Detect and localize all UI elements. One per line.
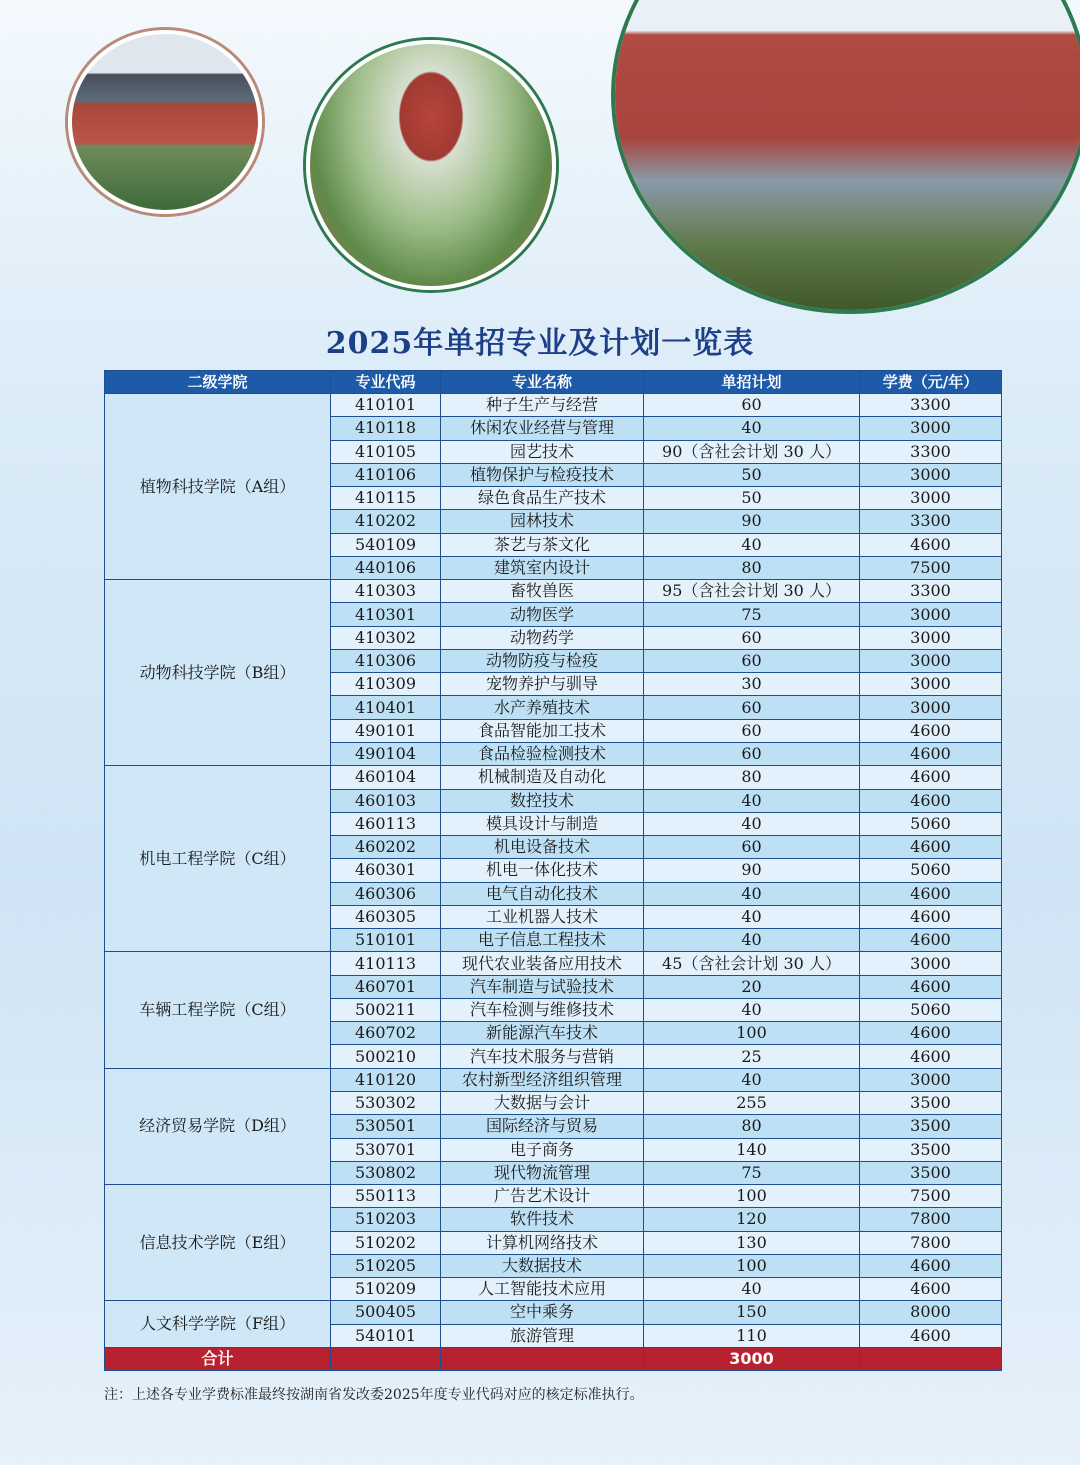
enrollment-plan: 40 bbox=[644, 789, 860, 812]
tuition: 3300 bbox=[860, 440, 1002, 463]
total-empty bbox=[331, 1347, 441, 1370]
major-name: 空中乘务 bbox=[441, 1301, 644, 1324]
enrollment-plan: 60 bbox=[644, 626, 860, 649]
enrollment-plan: 40 bbox=[644, 905, 860, 928]
major-name: 大数据技术 bbox=[441, 1254, 644, 1277]
enrollment-plan: 45（含社会计划 30 人） bbox=[644, 952, 860, 975]
enrollment-plan: 140 bbox=[644, 1138, 860, 1161]
major-name: 模具设计与制造 bbox=[441, 812, 644, 835]
major-code: 410306 bbox=[331, 649, 441, 672]
major-name: 畜牧兽医 bbox=[441, 580, 644, 603]
enrollment-plan: 60 bbox=[644, 836, 860, 859]
tuition: 8000 bbox=[860, 1301, 1002, 1324]
enrollment-plan: 90 bbox=[644, 510, 860, 533]
enrollment-plan: 80 bbox=[644, 556, 860, 579]
major-code: 490104 bbox=[331, 742, 441, 765]
tuition: 3000 bbox=[860, 463, 1002, 486]
tuition: 4600 bbox=[860, 905, 1002, 928]
major-name: 旅游管理 bbox=[441, 1324, 644, 1347]
tuition: 3300 bbox=[860, 510, 1002, 533]
major-code: 540101 bbox=[331, 1324, 441, 1347]
tuition: 4600 bbox=[860, 1254, 1002, 1277]
major-name: 国际经济与贸易 bbox=[441, 1115, 644, 1138]
major-name: 工业机器人技术 bbox=[441, 905, 644, 928]
major-name: 动物医学 bbox=[441, 603, 644, 626]
major-name: 食品智能加工技术 bbox=[441, 719, 644, 742]
total-empty bbox=[860, 1347, 1002, 1370]
major-code: 460701 bbox=[331, 975, 441, 998]
major-name: 食品检验检测技术 bbox=[441, 742, 644, 765]
major-code: 410303 bbox=[331, 580, 441, 603]
major-name: 现代物流管理 bbox=[441, 1161, 644, 1184]
page-title: 2025年单招专业及计划一览表 bbox=[325, 326, 755, 361]
enrollment-plan: 80 bbox=[644, 1115, 860, 1138]
enrollment-plan: 40 bbox=[644, 533, 860, 556]
pavilion-photo bbox=[306, 40, 556, 290]
major-code: 410301 bbox=[331, 603, 441, 626]
enrollment-plan: 60 bbox=[644, 649, 860, 672]
major-code: 510203 bbox=[331, 1208, 441, 1231]
major-name: 广告艺术设计 bbox=[441, 1185, 644, 1208]
table-row bbox=[105, 952, 1002, 975]
major-code: 500211 bbox=[331, 998, 441, 1021]
major-code: 460202 bbox=[331, 836, 441, 859]
enrollment-plan: 40 bbox=[644, 882, 860, 905]
college-name: 植物科技学院（A组） bbox=[105, 394, 331, 580]
major-name: 农村新型经济组织管理 bbox=[441, 1068, 644, 1091]
enrollment-plan: 255 bbox=[644, 1091, 860, 1114]
major-code: 410202 bbox=[331, 510, 441, 533]
tuition: 3000 bbox=[860, 649, 1002, 672]
tuition: 3000 bbox=[860, 673, 1002, 696]
enrollment-plan: 60 bbox=[644, 394, 860, 417]
enrollment-plan: 30 bbox=[644, 673, 860, 696]
tuition: 3000 bbox=[860, 417, 1002, 440]
tuition: 5060 bbox=[860, 998, 1002, 1021]
major-name: 汽车技术服务与营销 bbox=[441, 1045, 644, 1068]
tuition: 3500 bbox=[860, 1091, 1002, 1114]
table-row bbox=[105, 1301, 1002, 1324]
tuition: 4600 bbox=[860, 975, 1002, 998]
enrollment-plan: 40 bbox=[644, 929, 860, 952]
major-code: 540109 bbox=[331, 533, 441, 556]
tuition: 3500 bbox=[860, 1115, 1002, 1138]
tuition: 4600 bbox=[860, 1278, 1002, 1301]
tuition: 7500 bbox=[860, 556, 1002, 579]
major-code: 410120 bbox=[331, 1068, 441, 1091]
major-code: 510205 bbox=[331, 1254, 441, 1277]
major-code: 410309 bbox=[331, 673, 441, 696]
enrollment-plan: 50 bbox=[644, 487, 860, 510]
major-code: 410106 bbox=[331, 463, 441, 486]
major-name: 现代农业装备应用技术 bbox=[441, 952, 644, 975]
major-name: 植物保护与检疫技术 bbox=[441, 463, 644, 486]
header-code: 专业代码 bbox=[331, 371, 441, 394]
enrollment-plan: 90 bbox=[644, 859, 860, 882]
tuition: 4600 bbox=[860, 1324, 1002, 1347]
tuition: 3500 bbox=[860, 1138, 1002, 1161]
major-code: 530501 bbox=[331, 1115, 441, 1138]
total-label: 合计 bbox=[105, 1347, 331, 1370]
major-code: 490101 bbox=[331, 719, 441, 742]
enrollment-plan: 75 bbox=[644, 603, 860, 626]
major-name: 茶艺与茶文化 bbox=[441, 533, 644, 556]
enrollment-plan: 40 bbox=[644, 417, 860, 440]
tuition: 4600 bbox=[860, 789, 1002, 812]
enrollment-plan: 100 bbox=[644, 1254, 860, 1277]
major-name: 计算机网络技术 bbox=[441, 1231, 644, 1254]
enrollment-plan: 75 bbox=[644, 1161, 860, 1184]
total-empty bbox=[441, 1347, 644, 1370]
tuition: 4600 bbox=[860, 719, 1002, 742]
enrollment-plan: 40 bbox=[644, 812, 860, 835]
tuition: 4600 bbox=[860, 766, 1002, 789]
enrollment-plan: 90（含社会计划 30 人） bbox=[644, 440, 860, 463]
major-name: 电气自动化技术 bbox=[441, 882, 644, 905]
table-row bbox=[105, 766, 1002, 789]
major-name: 休闲农业经营与管理 bbox=[441, 417, 644, 440]
major-code: 500210 bbox=[331, 1045, 441, 1068]
header-plan: 单招计划 bbox=[644, 371, 860, 394]
college-name: 动物科技学院（B组） bbox=[105, 580, 331, 766]
major-code: 510101 bbox=[331, 929, 441, 952]
major-code: 510202 bbox=[331, 1231, 441, 1254]
enrollment-plan: 20 bbox=[644, 975, 860, 998]
major-name: 绿色食品生产技术 bbox=[441, 487, 644, 510]
header-college: 二级学院 bbox=[105, 371, 331, 394]
major-code: 410118 bbox=[331, 417, 441, 440]
tuition: 3000 bbox=[860, 487, 1002, 510]
tuition: 4600 bbox=[860, 533, 1002, 556]
tuition: 3000 bbox=[860, 626, 1002, 649]
enrollment-plan: 40 bbox=[644, 1068, 860, 1091]
major-name: 数控技术 bbox=[441, 789, 644, 812]
major-code: 460306 bbox=[331, 882, 441, 905]
major-name: 电子信息工程技术 bbox=[441, 929, 644, 952]
table-row bbox=[105, 1068, 1002, 1091]
tuition: 4600 bbox=[860, 1045, 1002, 1068]
enrollment-plan: 40 bbox=[644, 1278, 860, 1301]
major-code: 460702 bbox=[331, 1022, 441, 1045]
tuition: 3300 bbox=[860, 580, 1002, 603]
major-code: 530802 bbox=[331, 1161, 441, 1184]
enrollment-plan: 100 bbox=[644, 1022, 860, 1045]
major-name: 机械制造及自动化 bbox=[441, 766, 644, 789]
tuition: 3000 bbox=[860, 952, 1002, 975]
major-name: 软件技术 bbox=[441, 1208, 644, 1231]
major-code: 530701 bbox=[331, 1138, 441, 1161]
enrollment-plan-table bbox=[104, 370, 1002, 1371]
college-name: 经济贸易学院（D组） bbox=[105, 1068, 331, 1184]
enrollment-plan: 25 bbox=[644, 1045, 860, 1068]
table-row bbox=[105, 580, 1002, 603]
major-code: 440106 bbox=[331, 556, 441, 579]
total-plan: 3000 bbox=[644, 1347, 860, 1370]
major-code: 410105 bbox=[331, 440, 441, 463]
major-code: 410302 bbox=[331, 626, 441, 649]
major-name: 园艺技术 bbox=[441, 440, 644, 463]
major-name: 宠物养护与驯导 bbox=[441, 673, 644, 696]
major-code: 500405 bbox=[331, 1301, 441, 1324]
header-major: 专业名称 bbox=[441, 371, 644, 394]
major-name: 建筑室内设计 bbox=[441, 556, 644, 579]
major-name: 人工智能技术应用 bbox=[441, 1278, 644, 1301]
major-code: 460301 bbox=[331, 859, 441, 882]
campus-gym-photo bbox=[68, 30, 262, 214]
enrollment-plan: 60 bbox=[644, 719, 860, 742]
major-name: 汽车制造与试验技术 bbox=[441, 975, 644, 998]
college-name: 机电工程学院（C组） bbox=[105, 766, 331, 952]
campus-building-photo bbox=[615, 0, 1080, 310]
tuition: 3000 bbox=[860, 603, 1002, 626]
major-code: 530302 bbox=[331, 1091, 441, 1114]
major-name: 新能源汽车技术 bbox=[441, 1022, 644, 1045]
enrollment-plan: 120 bbox=[644, 1208, 860, 1231]
enrollment-plan: 60 bbox=[644, 742, 860, 765]
enrollment-plan: 60 bbox=[644, 696, 860, 719]
tuition: 5060 bbox=[860, 812, 1002, 835]
tuition: 4600 bbox=[860, 742, 1002, 765]
major-name: 机电设备技术 bbox=[441, 836, 644, 859]
major-name: 水产养殖技术 bbox=[441, 696, 644, 719]
major-code: 460104 bbox=[331, 766, 441, 789]
footnote: 注：上述各专业学费标准最终按湖南省发改委2025年度专业代码对应的核定标准执行。 bbox=[104, 1387, 644, 1403]
tuition: 7800 bbox=[860, 1231, 1002, 1254]
tuition: 4600 bbox=[860, 1022, 1002, 1045]
enrollment-plan: 80 bbox=[644, 766, 860, 789]
major-code: 410115 bbox=[331, 487, 441, 510]
tuition: 3000 bbox=[860, 1068, 1002, 1091]
table-row bbox=[105, 394, 1002, 417]
tuition: 3500 bbox=[860, 1161, 1002, 1184]
tuition: 7800 bbox=[860, 1208, 1002, 1231]
major-name: 电子商务 bbox=[441, 1138, 644, 1161]
total-row bbox=[105, 1347, 1002, 1370]
college-name: 人文科学学院（F组） bbox=[105, 1301, 331, 1348]
enrollment-plan: 40 bbox=[644, 998, 860, 1021]
table-header bbox=[105, 371, 1002, 394]
enrollment-plan: 130 bbox=[644, 1231, 860, 1254]
college-name: 信息技术学院（E组） bbox=[105, 1185, 331, 1301]
major-name: 动物防疫与检疫 bbox=[441, 649, 644, 672]
major-code: 460103 bbox=[331, 789, 441, 812]
tuition: 5060 bbox=[860, 859, 1002, 882]
tuition: 3000 bbox=[860, 696, 1002, 719]
major-code: 460305 bbox=[331, 905, 441, 928]
major-code: 510209 bbox=[331, 1278, 441, 1301]
tuition: 4600 bbox=[860, 929, 1002, 952]
enrollment-plan: 150 bbox=[644, 1301, 860, 1324]
major-name: 大数据与会计 bbox=[441, 1091, 644, 1114]
tuition: 4600 bbox=[860, 882, 1002, 905]
enrollment-plan: 50 bbox=[644, 463, 860, 486]
major-name: 汽车检测与维修技术 bbox=[441, 998, 644, 1021]
tuition: 3300 bbox=[860, 394, 1002, 417]
table-row bbox=[105, 1185, 1002, 1208]
major-code: 410101 bbox=[331, 394, 441, 417]
enrollment-plan: 110 bbox=[644, 1324, 860, 1347]
major-code: 460113 bbox=[331, 812, 441, 835]
major-name: 种子生产与经营 bbox=[441, 394, 644, 417]
tuition: 7500 bbox=[860, 1185, 1002, 1208]
major-code: 550113 bbox=[331, 1185, 441, 1208]
major-code: 410113 bbox=[331, 952, 441, 975]
enrollment-plan: 95（含社会计划 30 人） bbox=[644, 580, 860, 603]
major-name: 动物药学 bbox=[441, 626, 644, 649]
college-name: 车辆工程学院（C组） bbox=[105, 952, 331, 1068]
tuition: 4600 bbox=[860, 836, 1002, 859]
major-code: 410401 bbox=[331, 696, 441, 719]
major-name: 机电一体化技术 bbox=[441, 859, 644, 882]
enrollment-plan: 100 bbox=[644, 1185, 860, 1208]
header-tuition: 学费（元/年） bbox=[860, 371, 1002, 394]
major-name: 园林技术 bbox=[441, 510, 644, 533]
